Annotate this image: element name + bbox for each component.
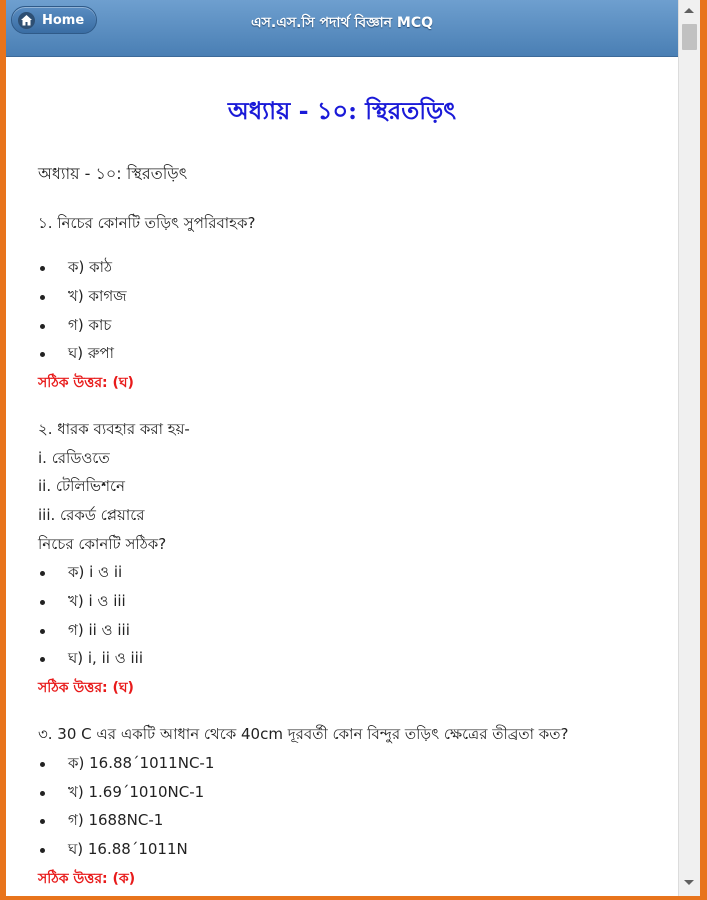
chapter-heading: অধ্যায় - ১০: স্থিরতড়িৎ xyxy=(227,96,457,125)
home-button[interactable] xyxy=(11,6,97,34)
bullet xyxy=(40,600,45,605)
question-1-answer: সঠিক উত্তর: (ঘ) xyxy=(38,375,134,391)
question-2-option-c: গ) ii ও iii xyxy=(68,621,130,639)
scroll-thumb[interactable] xyxy=(682,24,697,50)
question-1-option-c: গ) কাচ xyxy=(68,316,112,334)
question-1-option-a: ক) কাঠ xyxy=(68,258,112,276)
bullet xyxy=(40,791,45,796)
chapter-subheading: অধ্যায় - ১০: স্থিরতড়িৎ xyxy=(38,164,188,183)
bullet xyxy=(40,657,45,662)
bullet xyxy=(40,571,45,576)
scroll-up-arrow-icon[interactable] xyxy=(684,8,694,13)
question-2-statement-2: ii. টেলিভিশনে xyxy=(38,477,125,495)
question-2-answer: সঠিক উত্তর: (ঘ) xyxy=(38,680,134,696)
home-label: Home xyxy=(42,13,85,28)
question-2-statement-3: iii. রেকর্ড প্লেয়ারে xyxy=(38,506,145,524)
vertical-scrollbar[interactable] xyxy=(678,0,700,896)
bullet xyxy=(40,629,45,634)
bullet xyxy=(40,848,45,853)
question-2-option-a: ক) i ও ii xyxy=(68,563,123,581)
question-2-option-b: খ) i ও iii xyxy=(68,592,126,610)
question-1-option-d: ঘ) রুপা xyxy=(68,344,114,362)
app-frame xyxy=(6,0,700,896)
bullet xyxy=(40,762,45,767)
question-2-option-d: ঘ) i, ii ও iii xyxy=(68,649,144,667)
bullet xyxy=(40,266,45,271)
question-2-prompt: নিচের কোনটি সঠিক? xyxy=(38,535,167,553)
bullet xyxy=(40,295,45,300)
app-title: এস.এস.সি পদার্থ বিজ্ঞান MCQ xyxy=(250,15,433,31)
scroll-down-arrow-icon[interactable] xyxy=(684,880,694,885)
question-3-option-b: খ) 1.69´1010NC-1 xyxy=(68,783,205,801)
question-2-text: ২. ধারক ব্যবহার করা হয়- xyxy=(38,420,190,438)
question-3-option-a: ক) 16.88´1011NC-1 xyxy=(68,754,215,772)
question-3-option-d: ঘ) 16.88´1011N xyxy=(68,840,188,858)
question-3-option-c: গ) 1688NC-1 xyxy=(68,811,164,829)
header-bar xyxy=(6,0,678,57)
content-area xyxy=(6,57,678,896)
bullet xyxy=(40,352,45,357)
question-3-answer: সঠিক উত্তর: (ক) xyxy=(38,871,136,887)
question-3-text: ৩. 30 C এর একটি আধান থেকে 40cm দূরবর্তী কোন বিন্দুর তড়িৎ ক্ষেত্রের তীব্রতা কত? xyxy=(38,725,569,743)
home-icon xyxy=(18,12,35,29)
question-1-option-b: খ) কাগজ xyxy=(68,287,127,305)
question-2-statement-1: i. রেডিওতে xyxy=(38,449,110,467)
question-1-text: ১. নিচের কোনটি তড়িৎ সুপরিবাহক? xyxy=(38,214,256,232)
bullet xyxy=(40,324,45,329)
bullet xyxy=(40,819,45,824)
